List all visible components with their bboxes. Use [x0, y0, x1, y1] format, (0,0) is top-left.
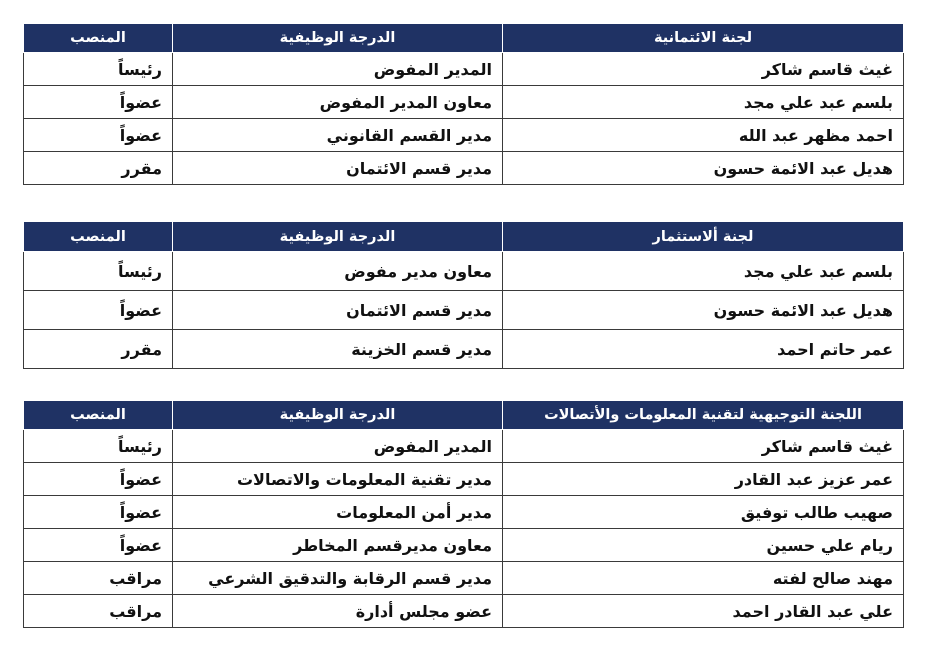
member-name: بلسم عبد علي مجد [503, 252, 904, 291]
table-header-row [24, 24, 904, 53]
member-name: صهيب طالب توفيق [503, 496, 904, 529]
member-grade: مدير قسم الخزينة [173, 330, 503, 369]
member-role: مقرر [24, 152, 173, 185]
table-row [24, 463, 904, 496]
committee-name-header: لجنة الائتمانية [503, 24, 904, 53]
member-grade: المدير المفوض [173, 430, 503, 463]
member-role: مراقب [24, 595, 173, 628]
member-grade: معاون مديرقسم المخاطر [173, 529, 503, 562]
member-grade: مدير قسم الائتمان [173, 291, 503, 330]
table-row [24, 53, 904, 86]
member-name: هديل عبد الائمة حسون [503, 291, 904, 330]
table-row [24, 430, 904, 463]
member-grade: مدير قسم الرقابة والتدقيق الشرعي [173, 562, 503, 595]
table-header-row [24, 222, 904, 252]
grade-column-header: الدرجة الوظيفية [173, 24, 503, 53]
member-role: رئيساً [24, 430, 173, 463]
table-row [24, 152, 904, 185]
member-name: عمر حاتم احمد [503, 330, 904, 369]
member-role: رئيساً [24, 252, 173, 291]
grade-column-header: الدرجة الوظيفية [173, 222, 503, 252]
it-steering-committee-table [23, 400, 904, 628]
member-name: هديل عبد الائمة حسون [503, 152, 904, 185]
member-name: غيث قاسم شاكر [503, 53, 904, 86]
member-role: مقرر [24, 330, 173, 369]
member-grade: المدير المفوض [173, 53, 503, 86]
member-grade: مدير القسم القانوني [173, 119, 503, 152]
table-row [24, 291, 904, 330]
member-role: عضواً [24, 463, 173, 496]
table-row [24, 595, 904, 628]
table-row [24, 252, 904, 291]
member-role: عضواً [24, 119, 173, 152]
investment-committee-table [23, 221, 904, 369]
table-header-row [24, 401, 904, 430]
member-role: عضواً [24, 291, 173, 330]
member-name: احمد مظهر عبد الله [503, 119, 904, 152]
table-row [24, 119, 904, 152]
member-role: عضواً [24, 86, 173, 119]
committee-name-header: اللجنة التوجيهية لتقنية المعلومات والأتصالات [503, 401, 904, 430]
role-column-header: المنصب [24, 24, 173, 53]
table-row [24, 330, 904, 369]
committee-name-header: لجنة ألاستثمار [503, 222, 904, 252]
table-row [24, 529, 904, 562]
member-grade: مدير تقنية المعلومات والاتصالات [173, 463, 503, 496]
table-row [24, 496, 904, 529]
member-grade: معاون مدير مفوض [173, 252, 503, 291]
member-name: علي عبد القادر احمد [503, 595, 904, 628]
member-role: عضواً [24, 496, 173, 529]
member-name: ريام علي حسين [503, 529, 904, 562]
table-row [24, 562, 904, 595]
role-column-header: المنصب [24, 401, 173, 430]
member-role: عضواً [24, 529, 173, 562]
member-grade: معاون المدير المفوض [173, 86, 503, 119]
member-name: بلسم عبد علي مجد [503, 86, 904, 119]
member-grade: عضو مجلس أدارة [173, 595, 503, 628]
member-role: رئيساً [24, 53, 173, 86]
credit-committee-table [23, 23, 904, 185]
member-name: عمر عزيز عبد القادر [503, 463, 904, 496]
member-name: غيث قاسم شاكر [503, 430, 904, 463]
table-row [24, 86, 904, 119]
role-column-header: المنصب [24, 222, 173, 252]
grade-column-header: الدرجة الوظيفية [173, 401, 503, 430]
member-grade: مدير قسم الائتمان [173, 152, 503, 185]
member-grade: مدير أمن المعلومات [173, 496, 503, 529]
member-name: مهند صالح لفته [503, 562, 904, 595]
member-role: مراقب [24, 562, 173, 595]
